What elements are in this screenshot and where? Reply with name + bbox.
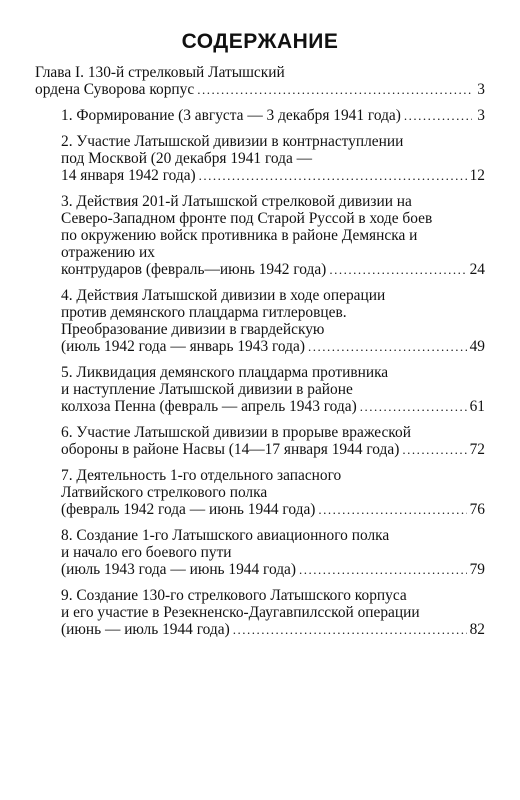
toc-entry[interactable] [35, 193, 485, 278]
toc-entry[interactable] [35, 64, 485, 98]
dot-leader [402, 441, 466, 458]
toc-entry-line: отражению их [61, 244, 155, 261]
toc-entry-line: и начало его боевого пути [61, 544, 232, 561]
page-number: 24 [469, 261, 485, 278]
toc-entry-line: 4. Действия Латышской дивизии в ходе операции [61, 287, 386, 304]
page-number: 3 [477, 81, 485, 98]
toc-entry-line: 6. Участие Латышской дивизии в прорыве вражеской [61, 424, 411, 441]
page-number: 76 [469, 501, 485, 518]
page-number: 3 [477, 107, 485, 124]
dot-leader [360, 398, 467, 415]
toc-entry-line: по окружению войск противника в районе Демянска и [61, 227, 418, 244]
toc-entry[interactable] [35, 467, 485, 518]
toc-entry-last-line [61, 107, 485, 124]
toc-entry-text: (февраль 1942 года — июнь 1944 года) [61, 501, 316, 518]
toc-entry[interactable] [35, 364, 485, 415]
toc-entry-line: Преобразование дивизии в гвардейскую [61, 321, 325, 338]
toc-entry-last-line [61, 501, 485, 518]
dot-leader [318, 501, 466, 518]
dot-leader [197, 81, 472, 98]
dot-leader [199, 167, 467, 184]
page-number: 12 [469, 167, 485, 184]
toc-entry-line: 3. Действия 201-й Латышской стрелковой дивизии на [61, 193, 412, 210]
toc-list [35, 64, 485, 647]
toc-entry-text: контрударов (февраль—июнь 1942 года) [61, 261, 327, 278]
toc-entry-text: ордена Суворова корпус [35, 81, 195, 98]
toc-entry-line: и его участие в Резекненско-Даугавпилсской операции [61, 604, 420, 621]
dot-leader [404, 107, 472, 124]
page-number: 79 [469, 561, 485, 578]
toc-entry-line: Глава I. 130-й стрелковый Латышский [35, 64, 285, 81]
toc-entry-text: обороны в районе Насвы (14—17 января 1944 года) [61, 441, 400, 458]
page-number: 82 [469, 621, 485, 638]
toc-entry-line: 5. Ликвидация демянского плацдарма противника [61, 364, 389, 381]
toc-entry-last-line [35, 81, 485, 98]
toc-entry-last-line [61, 338, 485, 355]
toc-entry-text: (июль 1942 года — январь 1943 года) [61, 338, 305, 355]
toc-entry-text: колхоза Пенна (февраль — апрель 1943 года) [61, 398, 357, 415]
toc-entry-line: против демянского плацдарма гитлеровцев. [61, 304, 347, 321]
dot-leader [308, 338, 467, 355]
toc-entry[interactable] [35, 133, 485, 184]
toc-entry-text: 14 января 1942 года) [61, 167, 196, 184]
dot-leader [233, 621, 467, 638]
toc-entry-line: 8. Создание 1-го Латышского авиационного полка [61, 527, 390, 544]
toc-entry-last-line [61, 561, 485, 578]
toc-entry-line: 9. Создание 130-го стрелкового Латышского корпуса [61, 587, 407, 604]
toc-entry-line: 2. Участие Латышской дивизии в контрнаступлении [61, 133, 404, 150]
toc-entry-line: под Москвой (20 декабря 1941 года — [61, 150, 313, 167]
toc-entry-text: (июнь — июль 1944 года) [61, 621, 230, 638]
toc-entry-text: (июль 1943 года — июнь 1944 года) [61, 561, 297, 578]
toc-entry-last-line [61, 621, 485, 638]
toc-entry[interactable] [35, 107, 485, 124]
toc-entry-last-line [61, 398, 485, 415]
toc-entry[interactable] [35, 424, 485, 458]
toc-entry-last-line [61, 167, 485, 184]
toc-entry-line: и наступление Латышской дивизии в районе [61, 381, 353, 398]
toc-entry[interactable] [35, 287, 485, 355]
toc-entry-last-line [61, 261, 485, 278]
page-number: 49 [469, 338, 485, 355]
dot-leader [299, 561, 467, 578]
page-number: 72 [469, 441, 485, 458]
toc-entry-line: 7. Деятельность 1-го отдельного запасного [61, 467, 342, 484]
toc-entry[interactable] [35, 587, 485, 638]
toc-entry-line: Северо-Западном фронте под Старой Руссой в ходе боев [61, 210, 433, 227]
dot-leader [329, 261, 466, 278]
toc-entry-last-line [61, 441, 485, 458]
toc-entry-text: 1. Формирование (3 августа — 3 декабря 1941 года) [61, 107, 401, 124]
page-number: 61 [469, 398, 485, 415]
page-title: СОДЕРЖАНИЕ [181, 30, 339, 53]
toc-entry[interactable] [35, 527, 485, 578]
toc-entry-line: Латвийского стрелкового полка [61, 484, 268, 501]
